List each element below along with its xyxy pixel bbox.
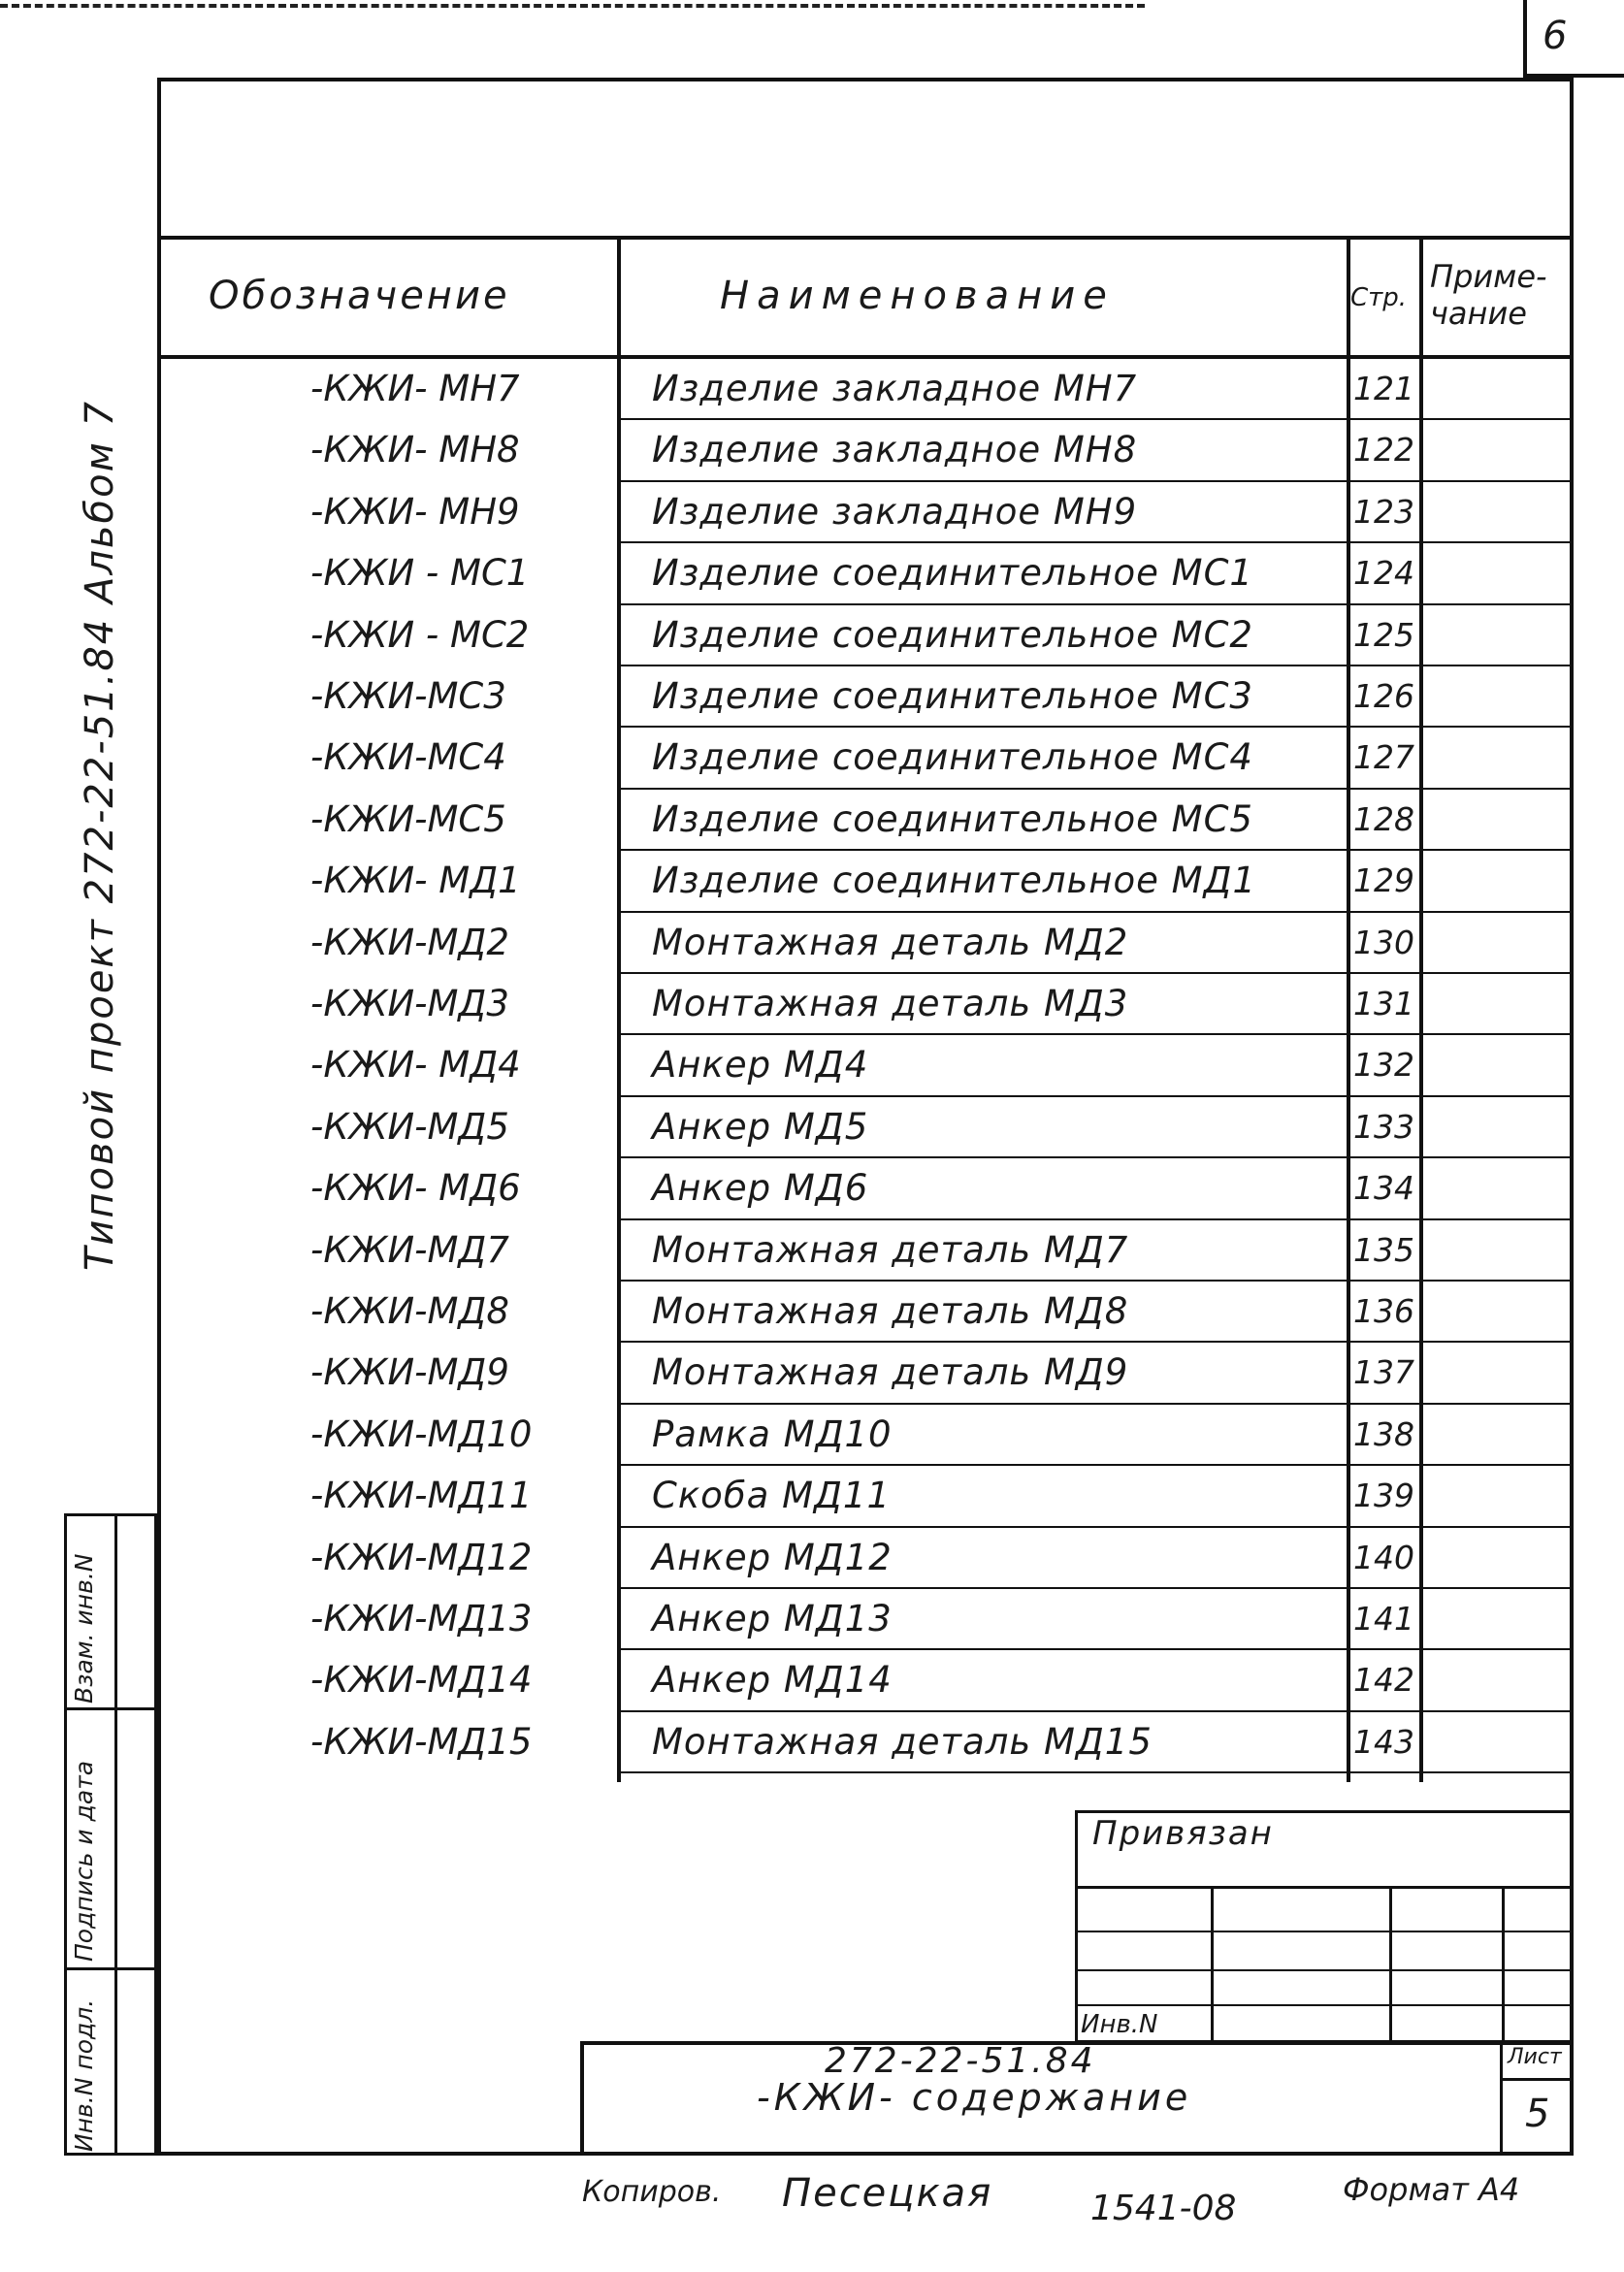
row-page: 134 (1353, 1169, 1414, 1208)
row-designation: -КЖИ - МС1 (310, 552, 530, 595)
row-page: 126 (1353, 677, 1414, 715)
table-row (0, 1466, 1624, 1527)
row-name: Изделие соединительное МС4 (652, 736, 1253, 779)
row-name: Изделие закладное МН9 (652, 490, 1138, 533)
title-block-sheet-label: Лист (1508, 2045, 1562, 2069)
row-designation: -КЖИ-МД12 (310, 1536, 533, 1578)
row-name: Изделие соединительное МС1 (652, 552, 1253, 595)
sheet-number: 6 (1543, 14, 1568, 58)
row-name: Изделие соединительное МС2 (652, 613, 1253, 656)
row-designation: -КЖИ- МД4 (310, 1044, 521, 1087)
row-designation: -КЖИ-МД9 (310, 1351, 509, 1394)
row-name: Анкер МД14 (652, 1659, 893, 1702)
row-designation: -КЖИ - МС2 (310, 613, 530, 656)
row-name: Изделие закладное МН7 (652, 368, 1138, 409)
row-page: 143 (1353, 1722, 1414, 1761)
row-designation: -КЖИ-МД5 (310, 1105, 509, 1148)
footer-copier-name: Песецкая (782, 2171, 993, 2216)
table-row (0, 666, 1624, 728)
row-name: Анкер МД5 (652, 1105, 869, 1148)
title-block-sheet-value: 5 (1525, 2092, 1550, 2136)
row-designation: -КЖИ-МД10 (310, 1412, 533, 1455)
table-row (0, 1282, 1624, 1343)
row-page: 128 (1353, 799, 1414, 838)
row-page: 140 (1353, 1538, 1414, 1576)
table-row (0, 728, 1624, 789)
table-row (0, 974, 1624, 1035)
row-page: 138 (1353, 1414, 1414, 1453)
row-name: Рамка МД10 (652, 1412, 893, 1455)
column-header-designation: Обозначение (209, 274, 510, 318)
row-name: Анкер МД4 (652, 1044, 869, 1087)
title-block-code: 272-22-51.84 (825, 2041, 1096, 2081)
row-designation: -КЖИ- МД6 (310, 1167, 521, 1210)
column-header-name: Наименование (720, 274, 1115, 318)
row-name: Скоба МД11 (652, 1475, 891, 1517)
row-name: Изделие соединительное МД1 (652, 860, 1257, 902)
table-row (0, 359, 1624, 420)
table-row (0, 1589, 1624, 1650)
row-page: 139 (1353, 1477, 1414, 1515)
table-row (0, 913, 1624, 974)
row-page: 121 (1353, 370, 1414, 407)
row-designation: -КЖИ-МС5 (310, 797, 506, 840)
table-row (0, 543, 1624, 604)
footer-number: 1541-08 (1090, 2189, 1237, 2228)
side-project-label: Типовой проект 272-22-51.84 Альбом 7 (78, 400, 122, 1271)
table-row (0, 1097, 1624, 1158)
row-name: Монтажная деталь МД3 (652, 983, 1129, 1024)
row-page: 124 (1353, 554, 1414, 593)
row-designation: -КЖИ-МД8 (310, 1290, 509, 1332)
row-divider (617, 1771, 1574, 1773)
table-row (0, 1343, 1624, 1404)
row-designation: -КЖИ- МН8 (310, 429, 520, 471)
row-name: Анкер МД6 (652, 1167, 869, 1210)
row-designation: -КЖИ- МД1 (310, 860, 521, 902)
row-designation: -КЖИ- МН7 (310, 368, 520, 409)
column-header-page: Стр. (1350, 283, 1408, 312)
table-row (0, 420, 1624, 481)
row-name: Изделие соединительное МС3 (652, 675, 1253, 717)
row-designation: -КЖИ-МД7 (310, 1228, 509, 1271)
row-page: 133 (1353, 1107, 1414, 1146)
row-designation: -КЖИ-МД15 (310, 1720, 533, 1763)
table-row (0, 1528, 1624, 1589)
row-page: 135 (1353, 1230, 1414, 1269)
row-page: 129 (1353, 861, 1414, 900)
column-header-note: Приме- чание (1430, 258, 1547, 332)
table-row (0, 1158, 1624, 1219)
row-designation: -КЖИ-МС4 (310, 736, 506, 779)
row-page: 127 (1353, 738, 1414, 777)
row-name: Монтажная деталь МД7 (652, 1228, 1129, 1271)
row-name: Монтажная деталь МД9 (652, 1351, 1129, 1394)
row-designation: -КЖИ-МД11 (310, 1475, 533, 1517)
row-name: Анкер МД12 (652, 1536, 893, 1578)
row-page: 123 (1353, 492, 1414, 531)
row-designation: -КЖИ-МС3 (310, 675, 506, 717)
table-row (0, 790, 1624, 851)
row-designation: -КЖИ- МН9 (310, 490, 520, 533)
row-designation: -КЖИ-МД3 (310, 983, 509, 1024)
binding-label: Привязан (1092, 1814, 1274, 1853)
stamp-inv-orig: Инв.N подл. (70, 1998, 98, 2152)
header-top-line (157, 236, 1574, 240)
row-designation: -КЖИ-МД13 (310, 1598, 533, 1639)
row-name: Изделие соединительное МС5 (652, 797, 1253, 840)
title-block-title: -КЖИ- содержание (757, 2076, 1192, 2119)
table-row (0, 1712, 1624, 1773)
row-page: 137 (1353, 1353, 1414, 1392)
row-name: Монтажная деталь МД8 (652, 1290, 1129, 1332)
table-row (0, 1405, 1624, 1466)
row-page: 142 (1353, 1661, 1414, 1700)
row-name: Анкер МД13 (652, 1598, 893, 1639)
table-row (0, 482, 1624, 543)
row-page: 125 (1353, 615, 1414, 654)
top-edge-marks (0, 4, 1145, 8)
footer-copied: Копиров. (582, 2175, 722, 2209)
row-page: 136 (1353, 1292, 1414, 1330)
table-row (0, 1220, 1624, 1282)
table-row (0, 1650, 1624, 1711)
row-page: 131 (1353, 985, 1414, 1022)
footer-format: Формат А4 (1343, 2171, 1520, 2208)
row-name: Монтажная деталь МД2 (652, 921, 1129, 963)
row-name: Изделие закладное МН8 (652, 429, 1138, 471)
table-row (0, 1035, 1624, 1096)
table-row (0, 605, 1624, 666)
row-designation: -КЖИ-МД2 (310, 921, 509, 963)
row-name: Монтажная деталь МД15 (652, 1720, 1153, 1763)
table-row (0, 851, 1624, 912)
stamp-sign-date: Подпись и дата (70, 1760, 98, 1962)
row-page: 122 (1353, 431, 1414, 470)
row-page: 130 (1353, 923, 1414, 961)
row-page: 141 (1353, 1600, 1414, 1638)
stamp-replace-inv: Взам. инв.N (70, 1553, 98, 1704)
row-designation: -КЖИ-МД14 (310, 1659, 533, 1702)
row-page: 132 (1353, 1046, 1414, 1085)
binding-inv-label: Инв.N (1081, 2010, 1158, 2039)
